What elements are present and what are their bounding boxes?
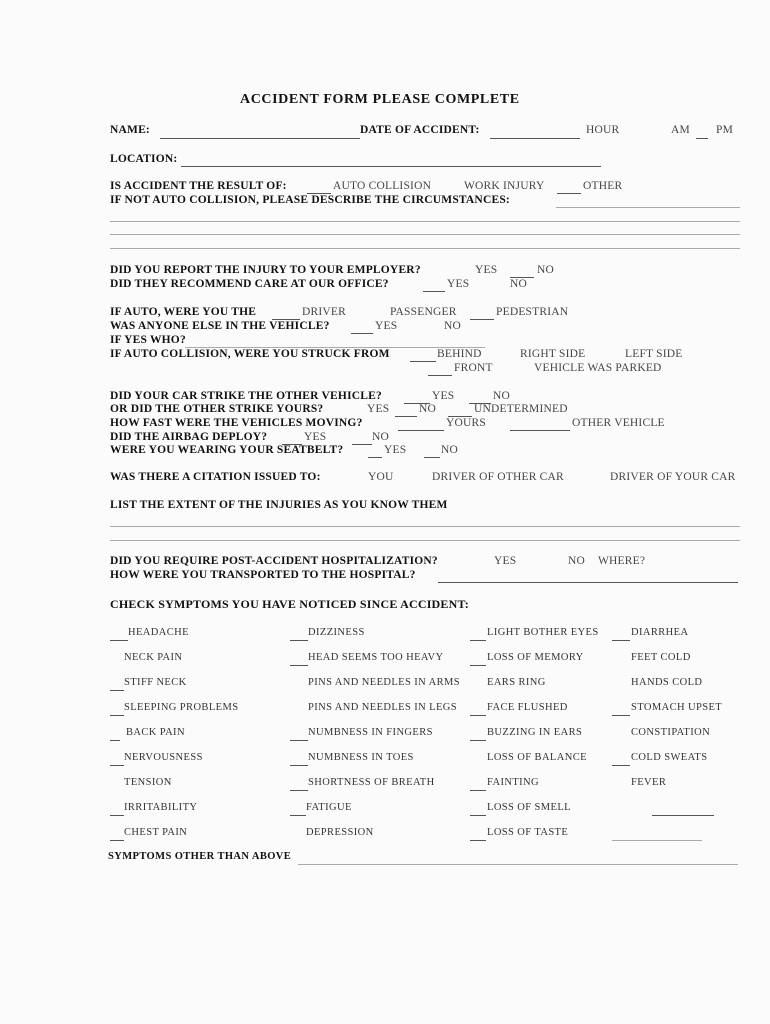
symptom-label: NERVOUSNESS xyxy=(124,752,203,763)
auto-collision-label: AUTO COLLISION xyxy=(333,180,432,192)
describe-field-3[interactable] xyxy=(110,234,740,235)
injuries-field-1[interactable] xyxy=(110,526,740,527)
symptom-check[interactable] xyxy=(110,715,124,716)
recommend-yes: YES xyxy=(447,278,470,290)
symptom-label: HEAD SEEMS TOO HEAVY xyxy=(308,652,444,663)
date-field[interactable] xyxy=(490,138,580,139)
symptom-check[interactable] xyxy=(470,740,486,741)
hour-label: HOUR xyxy=(586,124,620,136)
symptom-check[interactable] xyxy=(470,640,486,641)
symptom-check[interactable] xyxy=(612,640,630,641)
symptom-label: HEADACHE xyxy=(128,627,189,638)
symptom-check[interactable] xyxy=(110,765,124,766)
symptom-check[interactable] xyxy=(470,665,486,666)
seatbelt-no-check[interactable] xyxy=(424,457,440,458)
am-label: AM xyxy=(671,124,690,136)
symptom-check[interactable] xyxy=(290,665,308,666)
symptom-check[interactable] xyxy=(290,740,308,741)
recommend-no: NO xyxy=(510,278,528,290)
other-speed-field[interactable] xyxy=(510,430,570,431)
struck-from-question: IF AUTO COLLISION, WERE YOU STRUCK FROM xyxy=(110,348,390,360)
transport-question: HOW WERE YOU TRANSPORTED TO THE HOSPITAL? xyxy=(110,569,416,581)
other-strike-no: NO xyxy=(419,403,437,415)
symptom-label: TENSION xyxy=(124,777,172,788)
cause-question: IS ACCIDENT THE RESULT OF: xyxy=(110,180,287,192)
symptom-label: STOMACH UPSET xyxy=(631,702,723,713)
symptom-label: FEVER xyxy=(631,777,667,788)
symptom-label: LOSS OF BALANCE xyxy=(487,752,587,763)
employer-yes: YES xyxy=(475,264,498,276)
behind-label: BEHIND xyxy=(437,348,482,360)
symptom-check[interactable] xyxy=(110,690,124,691)
citation-you: YOU xyxy=(368,471,394,483)
symptom-check[interactable] xyxy=(470,715,486,716)
date-label: DATE OF ACCIDENT: xyxy=(360,124,480,136)
location-field[interactable] xyxy=(181,166,601,167)
symptom-check[interactable] xyxy=(110,840,124,841)
symptom-label: FEET COLD xyxy=(631,652,691,663)
describe-field-1[interactable] xyxy=(556,207,740,208)
describe-label: IF NOT AUTO COLLISION, PLEASE DESCRIBE THE CIRCUMSTANCES: xyxy=(110,194,510,206)
vehicle-parked-label: VEHICLE WAS PARKED xyxy=(534,362,662,374)
recommend-question: DID THEY RECOMMEND CARE AT OUR OFFICE? xyxy=(110,278,389,290)
symptoms-heading: CHECK SYMPTOMS YOU HAVE NOTICED SINCE ACCIDENT: xyxy=(110,597,470,611)
symptom-label: SHORTNESS OF BREATH xyxy=(308,777,435,788)
airbag-question: DID THE AIRBAG DEPLOY? xyxy=(110,431,268,443)
location-label: LOCATION: xyxy=(110,153,178,165)
symptom-label: PINS AND NEEDLES IN ARMS xyxy=(308,677,460,688)
hospital-no: NO xyxy=(568,555,586,567)
symptom-check[interactable] xyxy=(290,765,308,766)
front-check[interactable] xyxy=(428,375,452,376)
symptom-check[interactable] xyxy=(290,815,306,816)
symptom-label: PINS AND NEEDLES IN LEGS xyxy=(308,702,458,713)
symptom-check[interactable] xyxy=(110,640,128,641)
passenger-label: PASSENGER xyxy=(390,306,457,318)
other-symptom-field[interactable] xyxy=(612,840,702,841)
transport-field[interactable] xyxy=(438,582,738,583)
symptom-label: FAINTING xyxy=(487,777,539,788)
describe-field-2[interactable] xyxy=(110,221,740,222)
employer-question: DID YOU REPORT THE INJURY TO YOUR EMPLOYER? xyxy=(110,264,421,276)
seatbelt-no: NO xyxy=(441,444,459,456)
anyone-else-question: WAS ANYONE ELSE IN THE VEHICLE? xyxy=(110,320,330,332)
strike-question: DID YOUR CAR STRIKE THE OTHER VEHICLE? xyxy=(110,390,382,402)
am-pm-field[interactable] xyxy=(696,138,708,139)
airbag-no: NO xyxy=(372,431,390,443)
symptom-check[interactable] xyxy=(470,815,486,816)
symptom-label: BUZZING IN EARS xyxy=(487,727,583,738)
injuries-label: LIST THE EXTENT OF THE INJURIES AS YOU KNOW THEM xyxy=(110,499,448,511)
strike-no: NO xyxy=(493,390,511,402)
other-check[interactable] xyxy=(557,193,581,194)
hospital-yes: YES xyxy=(494,555,517,567)
other-strike-no-check[interactable] xyxy=(395,416,417,417)
symptom-check[interactable] xyxy=(290,790,308,791)
anyone-else-yes-check[interactable] xyxy=(351,333,373,334)
auto-question: IF AUTO, WERE YOU THE xyxy=(110,306,257,318)
hospital-where: WHERE? xyxy=(598,555,646,567)
symptom-check[interactable] xyxy=(612,715,630,716)
symptom-label: LOSS OF SMELL xyxy=(487,802,571,813)
symptom-label: DEPRESSION xyxy=(306,827,374,838)
airbag-yes: YES xyxy=(304,431,327,443)
seatbelt-question: WERE YOU WEARING YOUR SEATBELT? xyxy=(110,444,344,456)
front-label: FRONT xyxy=(454,362,493,374)
other-symptoms-label: SYMPTOMS OTHER THAN ABOVE xyxy=(108,851,292,862)
symptom-check[interactable] xyxy=(470,840,486,841)
citation-other-driver: DRIVER OF OTHER CAR xyxy=(432,471,564,483)
pedestrian-label: PEDESTRIAN xyxy=(496,306,569,318)
other-speed-label: OTHER VEHICLE xyxy=(572,417,665,429)
work-injury-label: WORK INJURY xyxy=(464,180,545,192)
symptom-label: LOSS OF MEMORY xyxy=(487,652,584,663)
citation-your-driver: DRIVER OF YOUR CAR xyxy=(610,471,736,483)
symptom-check[interactable] xyxy=(612,765,630,766)
symptom-label: DIARRHEA xyxy=(631,627,689,638)
symptom-label: HANDS COLD xyxy=(631,677,703,688)
driver-label: DRIVER xyxy=(302,306,347,318)
name-label: NAME: xyxy=(110,124,150,136)
symptom-label: NUMBNESS IN FINGERS xyxy=(308,727,433,738)
symptom-label: IRRITABILITY xyxy=(124,802,198,813)
yours-speed-label: YOURS xyxy=(446,417,486,429)
other-symptom-field[interactable] xyxy=(652,815,714,816)
employer-no: NO xyxy=(537,264,555,276)
seatbelt-yes: YES xyxy=(384,444,407,456)
seatbelt-yes-check[interactable] xyxy=(368,457,382,458)
right-side-label: RIGHT SIDE xyxy=(520,348,586,360)
speed-question: HOW FAST WERE THE VEHICLES MOVING? xyxy=(110,417,363,429)
hospital-question: DID YOU REQUIRE POST-ACCIDENT HOSPITALIZATION? xyxy=(110,555,438,567)
name-field[interactable] xyxy=(160,138,360,139)
symptom-label: FATIGUE xyxy=(306,802,352,813)
symptom-label: NECK PAIN xyxy=(124,652,183,663)
strike-yes: YES xyxy=(432,390,455,402)
symptom-check[interactable] xyxy=(110,815,124,816)
citation-question: WAS THERE A CITATION ISSUED TO: xyxy=(110,471,321,483)
symptom-label: CHEST PAIN xyxy=(124,827,188,838)
other-symptoms-field[interactable] xyxy=(298,864,738,865)
other-label: OTHER xyxy=(583,180,623,192)
symptom-check[interactable] xyxy=(290,640,308,641)
other-strike-question: OR DID THE OTHER STRIKE YOURS? xyxy=(110,403,324,415)
symptom-label: BACK PAIN xyxy=(126,727,185,738)
pedestrian-check[interactable] xyxy=(470,319,494,320)
airbag-no-check[interactable] xyxy=(352,444,372,445)
undetermined-label: UNDETERMINED xyxy=(474,403,568,415)
symptom-label: EARS RING xyxy=(487,677,546,688)
symptom-label: SLEEPING PROBLEMS xyxy=(124,702,239,713)
anyone-else-no: NO xyxy=(444,320,462,332)
symptom-label: CONSTIPATION xyxy=(631,727,711,738)
symptom-check[interactable] xyxy=(110,740,120,741)
yours-speed-field[interactable] xyxy=(398,430,444,431)
symptom-check[interactable] xyxy=(470,790,486,791)
symptom-label: LOSS OF TASTE xyxy=(487,827,569,838)
other-strike-yes: YES xyxy=(367,403,390,415)
symptom-label: STIFF NECK xyxy=(124,677,187,688)
recommend-yes-check[interactable] xyxy=(423,291,445,292)
symptom-label: DIZZINESS xyxy=(308,627,365,638)
who-question: IF YES WHO? xyxy=(110,334,186,346)
describe-field-4[interactable] xyxy=(110,248,740,249)
behind-check[interactable] xyxy=(410,361,436,362)
left-side-label: LEFT SIDE xyxy=(625,348,683,360)
pm-label: PM xyxy=(716,124,734,136)
injuries-field-2[interactable] xyxy=(110,540,740,541)
symptom-label: LIGHT BOTHER EYES xyxy=(487,627,599,638)
anyone-else-yes: YES xyxy=(375,320,398,332)
symptom-label: NUMBNESS IN TOES xyxy=(308,752,414,763)
symptom-label: COLD SWEATS xyxy=(631,752,708,763)
form-title: ACCIDENT FORM PLEASE COMPLETE xyxy=(240,92,520,107)
symptom-label: FACE FLUSHED xyxy=(487,702,568,713)
